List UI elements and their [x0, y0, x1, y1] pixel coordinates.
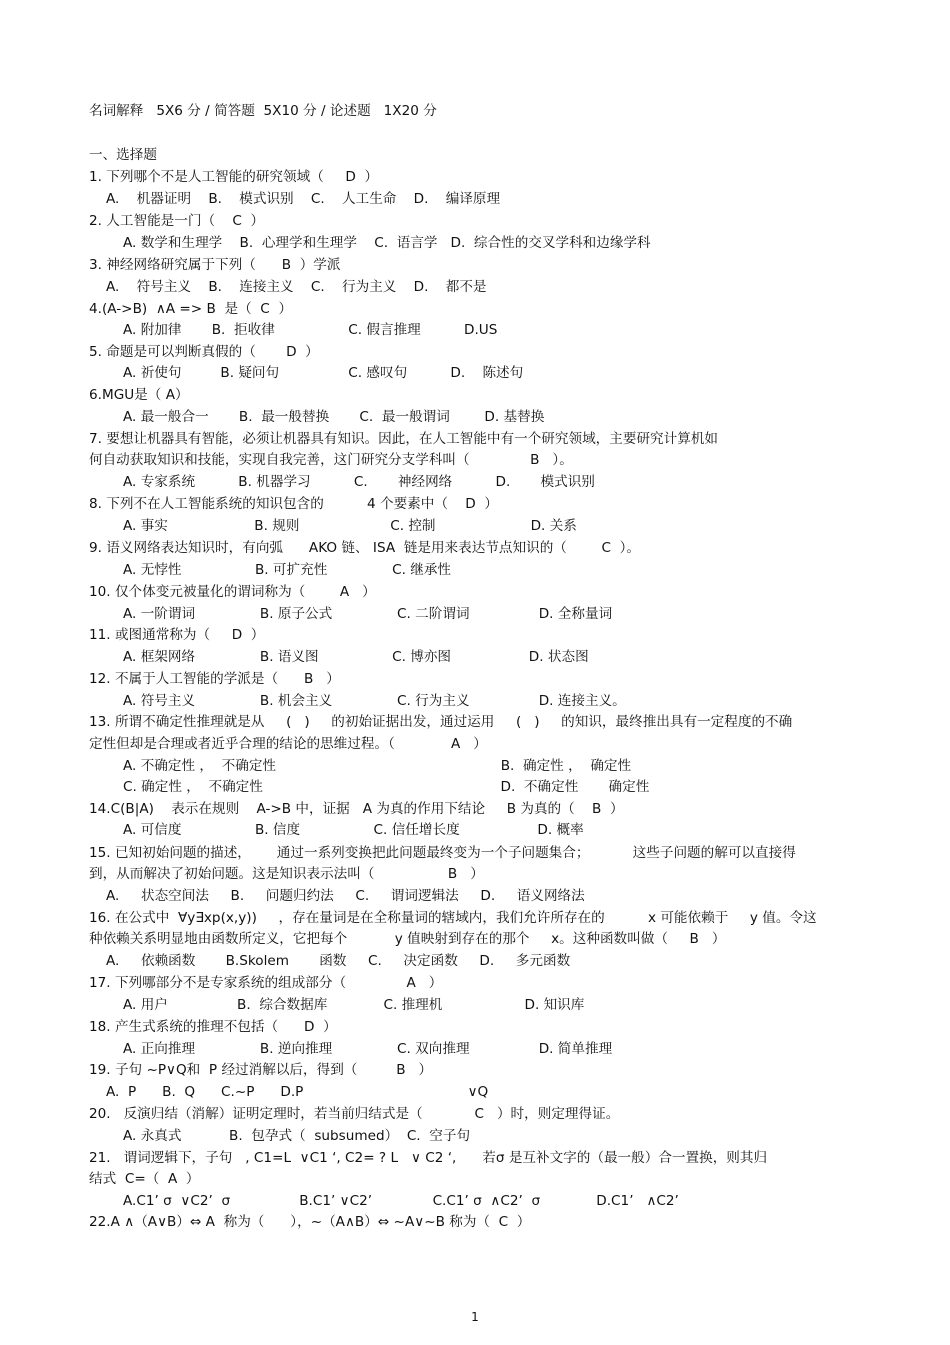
- question-text: 19. 子句 ~P∨Q和 P 经过消解以后，得到（ B ）: [89, 1062, 433, 1078]
- answer-options: C. 确定性 ， 不确定性 D. 不确定性 确定性: [123, 779, 650, 795]
- question-text: 18. 产生式系统的推理不包括（ D ）: [89, 1019, 337, 1035]
- question-text: 21. 谓词逻辑下，子句 , C1=L ∨C1 ‘, C2= ? L ∨ C2 ‘, 若σ 是互补文字的（最一般）合一置换，则其归: [89, 1150, 768, 1166]
- question-text: 12. 不属于人工智能的学派是（ B ）: [89, 671, 340, 687]
- question-text: 4.(A->B) ∧A => B 是（ C ）: [89, 301, 293, 317]
- answer-options: A. 机器证明 B. 模式识别 C. 人工生命 D. 编译原理: [106, 191, 501, 207]
- answer-options: A. 祈使句 B. 疑问句 C. 感叹句 D. 陈述句: [123, 365, 524, 381]
- answer-options: A. P B. Q C.~P D.P ∨Q: [106, 1084, 489, 1100]
- question-text: 16. 在公式中 ∀y∃xp(x,y)) ，存在量词是在全称量词的辖域内，我们允许所存在的 x 可能依赖于 y 值。令这: [89, 910, 817, 926]
- section-title: 一、选择题: [89, 147, 157, 163]
- answer-options: A. 一阶谓词 B. 原子公式 C. 二阶谓词 D. 全称量词: [123, 606, 613, 622]
- page-number: 1: [471, 1310, 479, 1324]
- question-text-continued: 何自动获取知识和技能，实现自我完善，这门研究分支学科叫（ B ）。: [89, 452, 573, 468]
- question-text: 6.MGU是（ A）: [89, 387, 189, 403]
- answer-options: A. 附加律 B. 拒收律 C. 假言推理 D.US: [123, 322, 498, 338]
- question-text: 14.C(B|A) 表示在规则 A->B 中，证据 A 为真的作用下结论 B 为真的（ B ）: [89, 801, 624, 817]
- answer-options: A. 符号主义 B. 连接主义 C. 行为主义 D. 都不是: [106, 279, 487, 295]
- answer-options: A. 无悖性 B. 可扩充性 C. 继承性: [123, 562, 452, 578]
- answer-options: A. 可信度 B. 信度 C. 信任增长度 D. 概率: [123, 822, 584, 838]
- question-text: 1. 下列哪个不是人工智能的研究领域（ D ）: [89, 169, 379, 185]
- question-text: 9. 语义网络表达知识时，有向弧 AKO 链、 ISA 链是用来表达节点知识的（ C ）。: [89, 540, 640, 556]
- answer-options: A. 正向推理 B. 逆向推理 C. 双向推理 D. 简单推理: [123, 1041, 613, 1057]
- answer-options: A.C1’ σ ∨C2’ σ B.C1’ ∨C2’ C.C1’ σ ∧C2’ σ D.C1’ ∧C2’: [123, 1193, 679, 1209]
- question-text: 7. 要想让机器具有智能，必须让机器具有知识。因此，在人工智能中有一个研究领域，主要研究计算机如: [89, 431, 719, 447]
- answer-options: A. 状态空间法 B. 问题归约法 C. 谓词逻辑法 D. 语义网络法: [106, 888, 585, 904]
- question-text: 22.A ∧（A∨B）⇔ A 称为（ ），~（A∧B）⇔ ~A∨~B 称为（ C ）: [89, 1214, 531, 1230]
- answer-options: A. 符号主义 B. 机会主义 C. 行为主义 D. 连接主义。: [123, 693, 626, 709]
- answer-options: A. 永真式 B. 包孕式（ subsumed） C. 空子句: [123, 1128, 471, 1144]
- answer-options: A. 专家系统 B. 机器学习 C. 神经网络 D. 模式识别: [123, 474, 595, 490]
- question-text: 8. 下列不在人工智能系统的知识包含的 4 个要素中（ D ）: [89, 496, 498, 512]
- question-text: 11. 或图通常称为（ D ）: [89, 627, 265, 643]
- question-text: 3. 神经网络研究属于下列（ B ）学派: [89, 257, 341, 273]
- answer-options: A. 依赖函数 B.Skolem 函数 C. 决定函数 D. 多元函数: [106, 953, 571, 969]
- answer-options: A. 事实 B. 规则 C. 控制 D. 关系: [123, 518, 577, 534]
- answer-options: A. 用户 B. 综合数据库 C. 推理机 D. 知识库: [123, 997, 585, 1013]
- question-text: 15. 已知初始问题的描述， 通过一系列变换把此问题最终变为一个子问题集合； 这些子问题的解可以直接得: [89, 845, 796, 861]
- question-text: 13. 所谓不确定性推理就是从 ( ) 的初始证据出发，通过运用 ( ) 的知识，最终推出具有一定程度的不确: [89, 714, 793, 730]
- question-text: 5. 命题是可以判断真假的（ D ）: [89, 344, 319, 360]
- answer-options: A. 最一般合一 B. 最一般替换 C. 最一般谓词 D. 基替换: [123, 409, 545, 425]
- question-text-continued: 定性但却是合理或者近乎合理的结论的思维过程。（ A ）: [89, 736, 487, 752]
- question-text: 20. 反演归结（消解）证明定理时，若当前归结式是（ C ）时，则定理得证。: [89, 1106, 620, 1122]
- answer-options: A. 框架网络 B. 语义图 C. 博亦图 D. 状态图: [123, 649, 589, 665]
- answer-options: A. 不确定性 ， 不确定性 B. 确定性 ， 确定性: [123, 758, 632, 774]
- answer-options: A. 数学和生理学 B. 心理学和生理学 C. 语言学 D. 综合性的交叉学科和边缘学科: [123, 235, 651, 251]
- question-text-continued: 种依赖关系明显地由函数所定义，它把每个 y 值映射到存在的那个 x。这种函数叫做（ B ）: [89, 931, 726, 947]
- question-text-continued: 结式 C=（ A ）: [89, 1171, 200, 1187]
- exam-format-header: 名词解释 5X6 分 / 简答题 5X10 分 / 论述题 1X20 分: [89, 103, 437, 119]
- question-text: 2. 人工智能是一门（ C ）: [89, 213, 265, 229]
- question-text: 10. 仅个体变元被量化的谓词称为（ A ）: [89, 584, 376, 600]
- question-text: 17. 下列哪部分不是专家系统的组成部分（ A ）: [89, 975, 443, 991]
- question-text-continued: 到，从而解决了初始问题。这是知识表示法叫（ B ）: [89, 866, 484, 882]
